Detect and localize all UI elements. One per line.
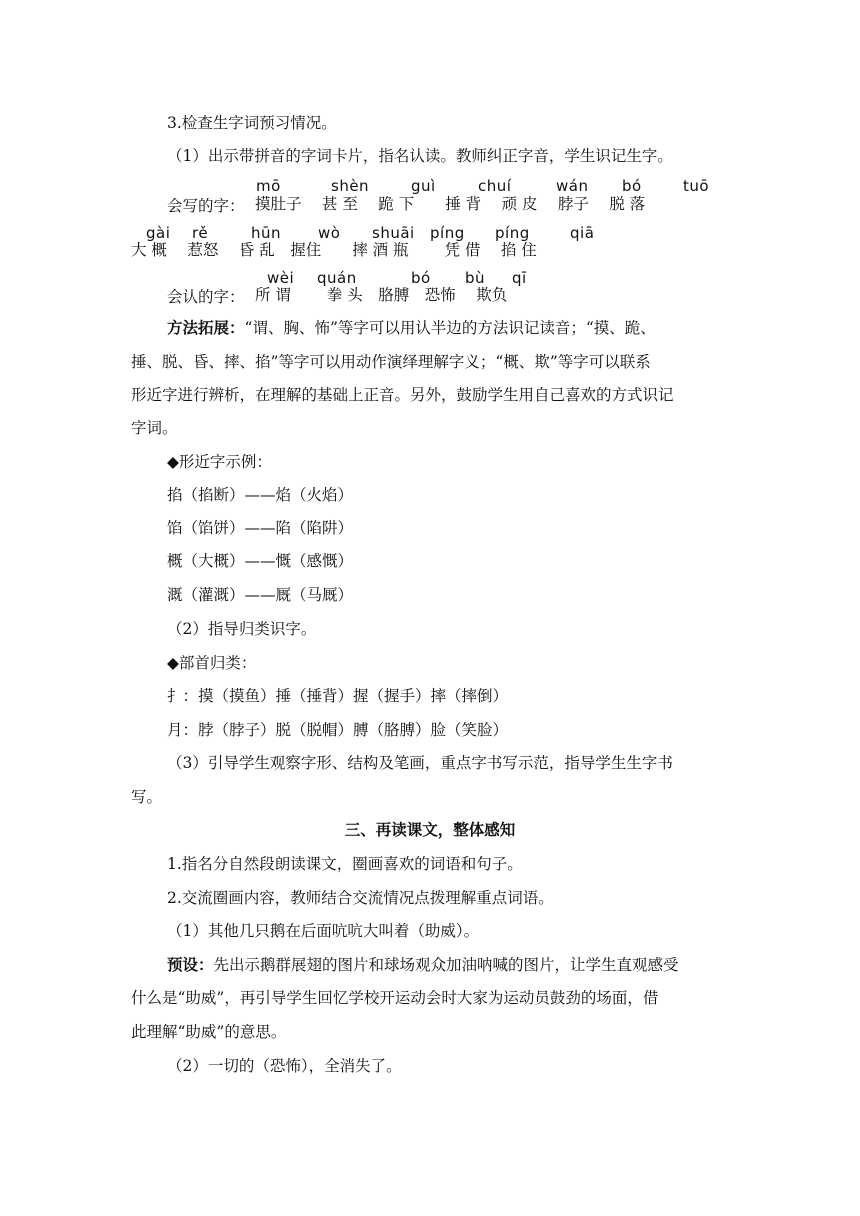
pinyin: bó bbox=[622, 177, 642, 195]
method-text: “谓、胸、怖”等字可以用认半边的方法识记读音；“摸、跪、 bbox=[244, 319, 656, 337]
pinyin: tuō bbox=[683, 177, 710, 195]
similar-item-3: 概（大概）——慨（感慨） bbox=[167, 552, 354, 570]
pinyin: bù bbox=[465, 269, 486, 287]
pinyin: guì bbox=[411, 177, 436, 195]
pinyin: shuāi bbox=[372, 224, 415, 242]
method-paragraph-line-1 bbox=[167, 318, 656, 338]
similar-item-1: 掐（掐断）——焰（火焰） bbox=[167, 486, 354, 504]
pinyin: gài bbox=[146, 224, 171, 242]
write-words-row-1: 摸肚子 甚 至 跪 下 捶 背 顽 皮 脖子 脱 落 bbox=[255, 195, 646, 213]
pinyin: wèi bbox=[267, 269, 295, 287]
step-1-text: （1）出示带拼音的字词卡片，指名认读。教师纠正字音，学生识记生字。 bbox=[167, 147, 673, 165]
similar-item-4: 溉（灌溉）——厩（马厩） bbox=[167, 586, 354, 604]
section-item-1: （1）其他几只鹅在后面吭吭大叫着（助威）。 bbox=[167, 922, 480, 940]
write-label: 会写的字： bbox=[167, 197, 245, 215]
preset-line-1 bbox=[167, 955, 679, 975]
pinyin: wò bbox=[318, 224, 341, 242]
section-step-2: 2.交流圈画内容，教师结合交流情况点拨理解重点词语。 bbox=[167, 889, 554, 907]
pinyin: mō bbox=[256, 177, 281, 195]
write-words-row-2: 大 概 惹怒 昏 乱 握住 摔 酒 瓶 凭 借 掐 住 bbox=[131, 241, 537, 259]
read-label: 会认的字： bbox=[167, 288, 245, 306]
pinyin: qiā bbox=[570, 224, 595, 242]
pinyin: wán bbox=[556, 177, 589, 195]
pinyin: chuí bbox=[478, 177, 512, 195]
preset-text: 先出示鹅群展翅的图片和球场观众加油呐喊的图片，让学生直观感受 bbox=[213, 956, 679, 974]
pinyin: qī bbox=[512, 269, 527, 287]
preset-label: 预设： bbox=[167, 955, 214, 974]
method-label: 方法拓展： bbox=[167, 318, 245, 337]
section-step-1: 1.指名分自然段朗读课文，圈画喜欢的词语和句子。 bbox=[167, 855, 523, 873]
section-item-2: （2）一切的（恐怖），全消失了。 bbox=[167, 1057, 402, 1075]
method-paragraph-line-4: 字词。 bbox=[131, 419, 178, 437]
read-words-row: 所 谓 拳 头 胳膊 恐怖 欺负 bbox=[255, 286, 508, 304]
section-heading: 三、再读课文，整体感知 bbox=[344, 820, 516, 839]
pinyin: quán bbox=[317, 269, 357, 287]
pinyin: bó bbox=[411, 269, 431, 287]
pinyin: píng bbox=[430, 224, 465, 242]
radical-item-1: 扌：摸（摸鱼）捶（捶背）握（握手）摔（摔倒） bbox=[167, 687, 509, 705]
similar-title: ◆形近字示例： bbox=[167, 453, 272, 471]
radical-item-2: 月：脖（脖子）脱（脱帽）膊（胳膊）脸（笑脸） bbox=[167, 721, 509, 739]
observe-line-1: （3）引导学生观察字形、结构及笔画，重点字书写示范，指导学生生字书 bbox=[167, 754, 673, 772]
method-paragraph-line-2: 捶、脱、昏、摔、掐”等字可以用动作演绎理解字义；“概、欺”等字可以联系 bbox=[131, 353, 651, 371]
pinyin: hūn bbox=[251, 224, 282, 242]
guide-text: （2）指导归类识字。 bbox=[167, 620, 317, 638]
observe-line-2: 写。 bbox=[131, 788, 163, 806]
pinyin: píng bbox=[495, 224, 530, 242]
similar-item-2: 馅（馅饼）——陷（陷阱） bbox=[167, 519, 354, 537]
method-paragraph-line-3: 形近字进行辨析，在理解的基础上正音。另外，鼓励学生用自己喜欢的方式识记 bbox=[131, 386, 674, 404]
radical-title: ◆部首归类： bbox=[167, 654, 257, 672]
preset-line-3: 此理解“助威”的意思。 bbox=[131, 1023, 287, 1041]
preset-line-2: 什么是“助威”，再引导学生回忆学校开运动会时大家为运动员鼓劲的场面，借 bbox=[131, 989, 659, 1007]
step-3-heading: 3.检查生字词预习情况。 bbox=[167, 114, 337, 132]
pinyin: rě bbox=[192, 224, 209, 242]
pinyin: shèn bbox=[331, 177, 370, 195]
